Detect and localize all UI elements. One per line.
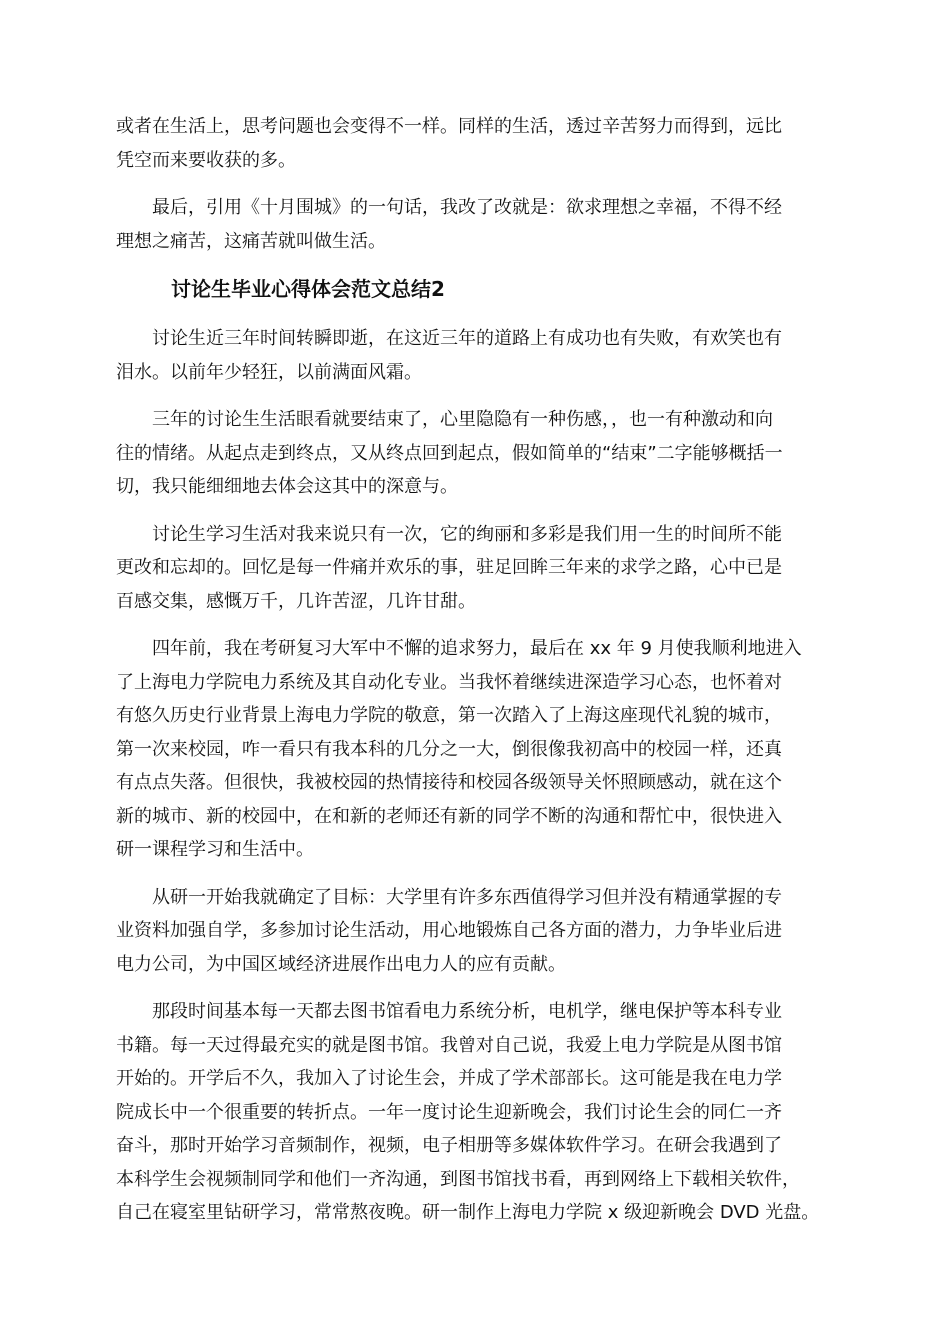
text-line: 第一次来校园，咋一看只有我本科的几分之一大，倒很像我初高中的校园一样，还真 (116, 738, 782, 760)
document-page (116, 110, 832, 1244)
text-line: 理想之痛苦，这痛苦就叫做生活。 (116, 230, 386, 252)
text-line: 新的城市、新的校园中，在和新的老师还有新的同学不断的沟通和帮忙中，很快进入 (116, 805, 782, 827)
text-line: 或者在生活上，思考问题也会变得不一样。同样的生活，透过辛苦努力而得到，远比 (116, 116, 782, 137)
text-line: 院成长中一个很重要的转折点。一年一度讨论生迎新晚会，我们讨论生会的同仁一齐 (116, 1101, 782, 1123)
text-line: 最后，引用《十月围城》的一句话，我改了改就是：欲求理想之幸福，不得不经 (152, 197, 782, 218)
paragraph (116, 881, 832, 982)
text-line: 自己在寝室里钻研学习，常常熬夜晚。研一制作上海电力学院 x 级迎新晚会 DVD 光盘。 (116, 1202, 820, 1223)
text-line: 凭空而来要收获的多。 (116, 149, 296, 171)
text-line: 书籍。每一天过得最充实的就是图书馆。我曾对自己说，我爱上电力学院是从图书馆 (116, 1034, 782, 1056)
paragraph (116, 403, 832, 504)
paragraph (116, 518, 832, 619)
text-line: 切，我只能细细地去体会这其中的深意与。 (116, 476, 458, 497)
text-line: 讨论生近三年时间转瞬即逝，在这近三年的道路上有成功也有失败，有欢笑也有 (152, 328, 782, 349)
text-line: 讨论生学习生活对我来说只有一次，它的绚丽和多彩是我们用一生的时间所不能 (152, 523, 782, 545)
paragraph (116, 995, 832, 1230)
paragraph-closing-quote (116, 191, 832, 258)
text-line: 有悠久历史行业背景上海电力学院的敬意，第一次踏入了上海这座现代礼貌的城市， (116, 705, 782, 726)
text-line: 奋斗，那时开始学习音频制作，视频，电子相册等多媒体软件学习。在研会我遇到了 (116, 1135, 782, 1156)
paragraph-continuation (116, 110, 832, 177)
section-heading: 讨论生毕业心得体会范文总结2 (171, 277, 445, 301)
text-line: 业资料加强自学，多参加讨论生活动，用心地锻炼自己各方面的潜力，力争毕业后进 (116, 920, 782, 941)
text-line: 了上海电力学院电力系统及其自动化专业。当我怀着继续进深造学习心态，也怀着对 (116, 671, 782, 693)
text-line: 百感交集，感慨万千，几许苦涩，几许甘甜。 (116, 590, 476, 612)
text-line: 本科学生会视频制同学和他们一齐沟通，到图书馆找书看，再到网络上下载相关软件， (116, 1168, 800, 1190)
text-line: 那段时间基本每一天都去图书馆看电力系统分析，电机学，继电保护等本科专业 (152, 1001, 782, 1022)
text-line: 四年前，我在考研复习大军中不懈的追求努力，最后在 xx 年 9 月使我顺利地进入 (152, 638, 802, 659)
paragraph (116, 322, 832, 389)
text-line: 有点点失落。但很快，我被校园的热情接待和校园各级领导关怀照顾感动，就在这个 (116, 772, 782, 793)
paragraph (116, 632, 832, 867)
text-line: 三年的讨论生生活眼看就要结束了，心里隐隐有一种伤感，，也一有种激动和向 (152, 409, 773, 430)
text-line: 更改和忘却的。回忆是每一件痛并欢乐的事，驻足回眸三年来的求学之路，心中已是 (116, 557, 782, 578)
text-line: 泪水。以前年少轻狂，以前满面风霜。 (116, 361, 422, 383)
text-line: 研一课程学习和生活中。 (116, 839, 314, 860)
text-line: 往的情绪。从起点走到终点，又从终点回到起点，假如简单的“结束”二字能够概括一 (116, 442, 783, 464)
text-line: 从研一开始我就确定了目标：大学里有许多东西值得学习但并没有精通掌握的专 (152, 886, 782, 908)
text-line: 开始的。开学后不久，我加入了讨论生会，并成了学术部部长。这可能是我在电力学 (116, 1068, 782, 1089)
text-line: 电力公司，为中国区域经济进展作出电力人的应有贡献。 (116, 953, 566, 975)
